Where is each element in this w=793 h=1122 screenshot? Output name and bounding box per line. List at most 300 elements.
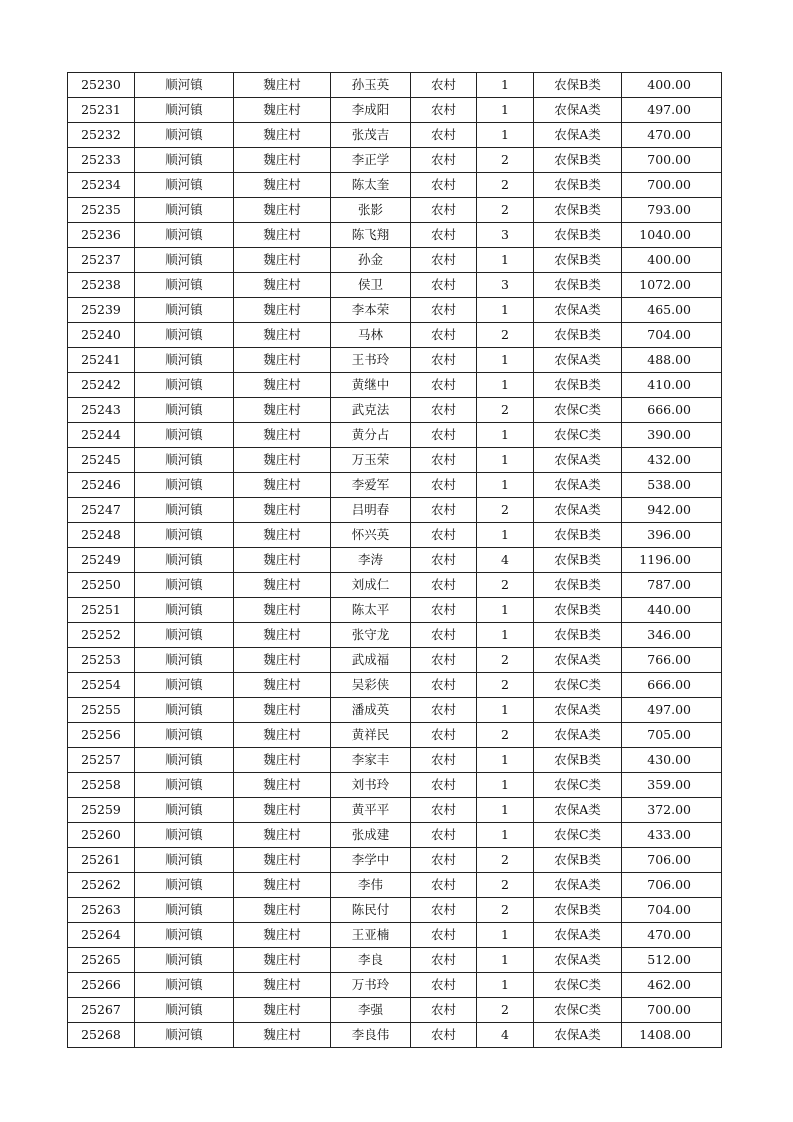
town-cell: 顺河镇 bbox=[135, 298, 234, 323]
household-count-cell: 2 bbox=[477, 148, 534, 173]
category-cell: 农保C类 bbox=[534, 998, 622, 1023]
village-cell: 魏庄村 bbox=[234, 623, 331, 648]
village-cell: 魏庄村 bbox=[234, 923, 331, 948]
household-count-cell: 1 bbox=[477, 748, 534, 773]
area-type-cell: 农村 bbox=[411, 823, 477, 848]
table-row bbox=[68, 498, 722, 523]
village-cell: 魏庄村 bbox=[234, 648, 331, 673]
table-row bbox=[68, 298, 722, 323]
household-count-cell: 1 bbox=[477, 798, 534, 823]
town-cell: 顺河镇 bbox=[135, 173, 234, 198]
table-row bbox=[68, 448, 722, 473]
household-count-cell: 4 bbox=[477, 1023, 534, 1048]
area-type-cell: 农村 bbox=[411, 373, 477, 398]
serial-number-cell: 25253 bbox=[68, 648, 135, 673]
household-count-cell: 2 bbox=[477, 173, 534, 198]
village-cell: 魏庄村 bbox=[234, 723, 331, 748]
amount-cell: 700.00 bbox=[622, 998, 722, 1023]
amount-cell: 787.00 bbox=[622, 573, 722, 598]
table-row bbox=[68, 923, 722, 948]
table-row bbox=[68, 848, 722, 873]
area-type-cell: 农村 bbox=[411, 673, 477, 698]
serial-number-cell: 25259 bbox=[68, 798, 135, 823]
category-cell: 农保B类 bbox=[534, 598, 622, 623]
table-row bbox=[68, 1023, 722, 1048]
town-cell: 顺河镇 bbox=[135, 598, 234, 623]
table-row bbox=[68, 273, 722, 298]
amount-cell: 666.00 bbox=[622, 673, 722, 698]
amount-cell: 497.00 bbox=[622, 698, 722, 723]
village-cell: 魏庄村 bbox=[234, 398, 331, 423]
area-type-cell: 农村 bbox=[411, 498, 477, 523]
household-count-cell: 1 bbox=[477, 948, 534, 973]
serial-number-cell: 25261 bbox=[68, 848, 135, 873]
serial-number-cell: 25247 bbox=[68, 498, 135, 523]
name-cell: 怀兴英 bbox=[331, 523, 411, 548]
village-cell: 魏庄村 bbox=[234, 348, 331, 373]
household-count-cell: 1 bbox=[477, 98, 534, 123]
table-row bbox=[68, 398, 722, 423]
category-cell: 农保A类 bbox=[534, 298, 622, 323]
amount-cell: 538.00 bbox=[622, 473, 722, 498]
town-cell: 顺河镇 bbox=[135, 473, 234, 498]
table-row bbox=[68, 648, 722, 673]
serial-number-cell: 25234 bbox=[68, 173, 135, 198]
category-cell: 农保B类 bbox=[534, 173, 622, 198]
amount-cell: 1072.00 bbox=[622, 273, 722, 298]
area-type-cell: 农村 bbox=[411, 798, 477, 823]
category-cell: 农保B类 bbox=[534, 548, 622, 573]
household-count-cell: 2 bbox=[477, 998, 534, 1023]
name-cell: 李本荣 bbox=[331, 298, 411, 323]
serial-number-cell: 25248 bbox=[68, 523, 135, 548]
serial-number-cell: 25262 bbox=[68, 873, 135, 898]
household-count-cell: 1 bbox=[477, 298, 534, 323]
household-count-cell: 2 bbox=[477, 898, 534, 923]
village-cell: 魏庄村 bbox=[234, 598, 331, 623]
amount-cell: 410.00 bbox=[622, 373, 722, 398]
household-count-cell: 1 bbox=[477, 973, 534, 998]
category-cell: 农保A类 bbox=[534, 923, 622, 948]
serial-number-cell: 25252 bbox=[68, 623, 135, 648]
town-cell: 顺河镇 bbox=[135, 323, 234, 348]
village-cell: 魏庄村 bbox=[234, 498, 331, 523]
name-cell: 李良伟 bbox=[331, 1023, 411, 1048]
serial-number-cell: 25241 bbox=[68, 348, 135, 373]
amount-cell: 430.00 bbox=[622, 748, 722, 773]
amount-cell: 705.00 bbox=[622, 723, 722, 748]
household-count-cell: 1 bbox=[477, 598, 534, 623]
category-cell: 农保A类 bbox=[534, 348, 622, 373]
household-count-cell: 3 bbox=[477, 273, 534, 298]
area-type-cell: 农村 bbox=[411, 473, 477, 498]
amount-cell: 470.00 bbox=[622, 923, 722, 948]
town-cell: 顺河镇 bbox=[135, 148, 234, 173]
table-row bbox=[68, 873, 722, 898]
area-type-cell: 农村 bbox=[411, 648, 477, 673]
household-count-cell: 2 bbox=[477, 573, 534, 598]
amount-cell: 704.00 bbox=[622, 323, 722, 348]
village-cell: 魏庄村 bbox=[234, 323, 331, 348]
table-row bbox=[68, 548, 722, 573]
name-cell: 李家丰 bbox=[331, 748, 411, 773]
serial-number-cell: 25268 bbox=[68, 1023, 135, 1048]
amount-cell: 700.00 bbox=[622, 173, 722, 198]
name-cell: 万玉荣 bbox=[331, 448, 411, 473]
name-cell: 潘成英 bbox=[331, 698, 411, 723]
category-cell: 农保A类 bbox=[534, 498, 622, 523]
area-type-cell: 农村 bbox=[411, 398, 477, 423]
town-cell: 顺河镇 bbox=[135, 548, 234, 573]
table-row bbox=[68, 598, 722, 623]
amount-cell: 440.00 bbox=[622, 598, 722, 623]
table-row bbox=[68, 473, 722, 498]
name-cell: 李涛 bbox=[331, 548, 411, 573]
name-cell: 李良 bbox=[331, 948, 411, 973]
serial-number-cell: 25232 bbox=[68, 123, 135, 148]
area-type-cell: 农村 bbox=[411, 98, 477, 123]
table-row bbox=[68, 323, 722, 348]
amount-cell: 497.00 bbox=[622, 98, 722, 123]
serial-number-cell: 25264 bbox=[68, 923, 135, 948]
household-count-cell: 1 bbox=[477, 923, 534, 948]
table-row bbox=[68, 173, 722, 198]
amount-cell: 512.00 bbox=[622, 948, 722, 973]
serial-number-cell: 25256 bbox=[68, 723, 135, 748]
amount-cell: 1040.00 bbox=[622, 223, 722, 248]
amount-cell: 346.00 bbox=[622, 623, 722, 648]
amount-cell: 396.00 bbox=[622, 523, 722, 548]
area-type-cell: 农村 bbox=[411, 173, 477, 198]
area-type-cell: 农村 bbox=[411, 1023, 477, 1048]
town-cell: 顺河镇 bbox=[135, 198, 234, 223]
category-cell: 农保B类 bbox=[534, 198, 622, 223]
category-cell: 农保C类 bbox=[534, 973, 622, 998]
town-cell: 顺河镇 bbox=[135, 373, 234, 398]
household-count-cell: 1 bbox=[477, 373, 534, 398]
town-cell: 顺河镇 bbox=[135, 573, 234, 598]
amount-cell: 372.00 bbox=[622, 798, 722, 823]
serial-number-cell: 25240 bbox=[68, 323, 135, 348]
village-cell: 魏庄村 bbox=[234, 848, 331, 873]
town-cell: 顺河镇 bbox=[135, 73, 234, 98]
town-cell: 顺河镇 bbox=[135, 673, 234, 698]
area-type-cell: 农村 bbox=[411, 623, 477, 648]
category-cell: 农保A类 bbox=[534, 873, 622, 898]
household-count-cell: 1 bbox=[477, 473, 534, 498]
category-cell: 农保B类 bbox=[534, 898, 622, 923]
area-type-cell: 农村 bbox=[411, 773, 477, 798]
town-cell: 顺河镇 bbox=[135, 698, 234, 723]
town-cell: 顺河镇 bbox=[135, 98, 234, 123]
table-row bbox=[68, 948, 722, 973]
table-row bbox=[68, 773, 722, 798]
serial-number-cell: 25250 bbox=[68, 573, 135, 598]
household-count-cell: 1 bbox=[477, 523, 534, 548]
town-cell: 顺河镇 bbox=[135, 973, 234, 998]
name-cell: 侯卫 bbox=[331, 273, 411, 298]
village-cell: 魏庄村 bbox=[234, 223, 331, 248]
household-count-cell: 1 bbox=[477, 698, 534, 723]
name-cell: 陈飞翔 bbox=[331, 223, 411, 248]
name-cell: 李强 bbox=[331, 998, 411, 1023]
area-type-cell: 农村 bbox=[411, 223, 477, 248]
town-cell: 顺河镇 bbox=[135, 998, 234, 1023]
table-row bbox=[68, 123, 722, 148]
serial-number-cell: 25238 bbox=[68, 273, 135, 298]
category-cell: 农保C类 bbox=[534, 773, 622, 798]
serial-number-cell: 25257 bbox=[68, 748, 135, 773]
household-count-cell: 1 bbox=[477, 448, 534, 473]
category-cell: 农保C类 bbox=[534, 423, 622, 448]
area-type-cell: 农村 bbox=[411, 148, 477, 173]
household-count-cell: 2 bbox=[477, 723, 534, 748]
town-cell: 顺河镇 bbox=[135, 398, 234, 423]
serial-number-cell: 25249 bbox=[68, 548, 135, 573]
village-cell: 魏庄村 bbox=[234, 573, 331, 598]
household-count-cell: 2 bbox=[477, 498, 534, 523]
household-count-cell: 3 bbox=[477, 223, 534, 248]
category-cell: 农保A类 bbox=[534, 723, 622, 748]
name-cell: 黄继中 bbox=[331, 373, 411, 398]
category-cell: 农保B类 bbox=[534, 373, 622, 398]
village-cell: 魏庄村 bbox=[234, 373, 331, 398]
amount-cell: 942.00 bbox=[622, 498, 722, 523]
village-cell: 魏庄村 bbox=[234, 523, 331, 548]
name-cell: 王书玲 bbox=[331, 348, 411, 373]
village-cell: 魏庄村 bbox=[234, 798, 331, 823]
household-count-cell: 1 bbox=[477, 348, 534, 373]
household-count-cell: 2 bbox=[477, 198, 534, 223]
serial-number-cell: 25265 bbox=[68, 948, 135, 973]
household-count-cell: 1 bbox=[477, 773, 534, 798]
area-type-cell: 农村 bbox=[411, 298, 477, 323]
town-cell: 顺河镇 bbox=[135, 448, 234, 473]
name-cell: 李成阳 bbox=[331, 98, 411, 123]
category-cell: 农保A类 bbox=[534, 123, 622, 148]
village-cell: 魏庄村 bbox=[234, 548, 331, 573]
village-cell: 魏庄村 bbox=[234, 748, 331, 773]
town-cell: 顺河镇 bbox=[135, 748, 234, 773]
name-cell: 李伟 bbox=[331, 873, 411, 898]
town-cell: 顺河镇 bbox=[135, 273, 234, 298]
household-count-cell: 1 bbox=[477, 123, 534, 148]
village-cell: 魏庄村 bbox=[234, 673, 331, 698]
town-cell: 顺河镇 bbox=[135, 1023, 234, 1048]
town-cell: 顺河镇 bbox=[135, 223, 234, 248]
name-cell: 陈太奎 bbox=[331, 173, 411, 198]
town-cell: 顺河镇 bbox=[135, 948, 234, 973]
area-type-cell: 农村 bbox=[411, 273, 477, 298]
serial-number-cell: 25235 bbox=[68, 198, 135, 223]
serial-number-cell: 25236 bbox=[68, 223, 135, 248]
table-row bbox=[68, 98, 722, 123]
category-cell: 农保C类 bbox=[534, 398, 622, 423]
amount-cell: 700.00 bbox=[622, 148, 722, 173]
category-cell: 农保A类 bbox=[534, 98, 622, 123]
name-cell: 张守龙 bbox=[331, 623, 411, 648]
amount-cell: 390.00 bbox=[622, 423, 722, 448]
area-type-cell: 农村 bbox=[411, 523, 477, 548]
name-cell: 吴彩侠 bbox=[331, 673, 411, 698]
area-type-cell: 农村 bbox=[411, 898, 477, 923]
village-cell: 魏庄村 bbox=[234, 423, 331, 448]
category-cell: 农保B类 bbox=[534, 848, 622, 873]
village-cell: 魏庄村 bbox=[234, 698, 331, 723]
serial-number-cell: 25266 bbox=[68, 973, 135, 998]
amount-cell: 359.00 bbox=[622, 773, 722, 798]
village-cell: 魏庄村 bbox=[234, 998, 331, 1023]
household-count-cell: 1 bbox=[477, 623, 534, 648]
category-cell: 农保B类 bbox=[534, 573, 622, 598]
category-cell: 农保A类 bbox=[534, 1023, 622, 1048]
household-count-cell: 2 bbox=[477, 648, 534, 673]
town-cell: 顺河镇 bbox=[135, 923, 234, 948]
category-cell: 农保B类 bbox=[534, 748, 622, 773]
town-cell: 顺河镇 bbox=[135, 823, 234, 848]
name-cell: 张影 bbox=[331, 198, 411, 223]
table-row bbox=[68, 223, 722, 248]
table-row bbox=[68, 748, 722, 773]
amount-cell: 1408.00 bbox=[622, 1023, 722, 1048]
area-type-cell: 农村 bbox=[411, 123, 477, 148]
name-cell: 李正学 bbox=[331, 148, 411, 173]
amount-cell: 706.00 bbox=[622, 848, 722, 873]
serial-number-cell: 25239 bbox=[68, 298, 135, 323]
village-cell: 魏庄村 bbox=[234, 948, 331, 973]
village-cell: 魏庄村 bbox=[234, 973, 331, 998]
category-cell: 农保B类 bbox=[534, 523, 622, 548]
name-cell: 武克法 bbox=[331, 398, 411, 423]
village-cell: 魏庄村 bbox=[234, 173, 331, 198]
table-row bbox=[68, 973, 722, 998]
town-cell: 顺河镇 bbox=[135, 623, 234, 648]
amount-cell: 432.00 bbox=[622, 448, 722, 473]
serial-number-cell: 25242 bbox=[68, 373, 135, 398]
category-cell: 农保B类 bbox=[534, 248, 622, 273]
table-row bbox=[68, 623, 722, 648]
serial-number-cell: 25233 bbox=[68, 148, 135, 173]
amount-cell: 400.00 bbox=[622, 73, 722, 98]
town-cell: 顺河镇 bbox=[135, 898, 234, 923]
household-count-cell: 1 bbox=[477, 423, 534, 448]
area-type-cell: 农村 bbox=[411, 198, 477, 223]
category-cell: 农保A类 bbox=[534, 648, 622, 673]
name-cell: 王亚楠 bbox=[331, 923, 411, 948]
amount-cell: 400.00 bbox=[622, 248, 722, 273]
serial-number-cell: 25244 bbox=[68, 423, 135, 448]
category-cell: 农保C类 bbox=[534, 673, 622, 698]
village-cell: 魏庄村 bbox=[234, 123, 331, 148]
name-cell: 马林 bbox=[331, 323, 411, 348]
area-type-cell: 农村 bbox=[411, 698, 477, 723]
amount-cell: 766.00 bbox=[622, 648, 722, 673]
village-cell: 魏庄村 bbox=[234, 823, 331, 848]
serial-number-cell: 25255 bbox=[68, 698, 135, 723]
category-cell: 农保B类 bbox=[534, 323, 622, 348]
serial-number-cell: 25243 bbox=[68, 398, 135, 423]
household-count-cell: 1 bbox=[477, 248, 534, 273]
category-cell: 农保B类 bbox=[534, 148, 622, 173]
name-cell: 黄祥民 bbox=[331, 723, 411, 748]
amount-cell: 666.00 bbox=[622, 398, 722, 423]
town-cell: 顺河镇 bbox=[135, 498, 234, 523]
table-row bbox=[68, 823, 722, 848]
category-cell: 农保B类 bbox=[534, 223, 622, 248]
village-cell: 魏庄村 bbox=[234, 298, 331, 323]
document-page bbox=[67, 72, 722, 1048]
table-row bbox=[68, 423, 722, 448]
table-row bbox=[68, 373, 722, 398]
town-cell: 顺河镇 bbox=[135, 423, 234, 448]
name-cell: 万书玲 bbox=[331, 973, 411, 998]
town-cell: 顺河镇 bbox=[135, 798, 234, 823]
household-count-cell: 4 bbox=[477, 548, 534, 573]
data-table bbox=[67, 72, 722, 1048]
name-cell: 武成福 bbox=[331, 648, 411, 673]
table-row bbox=[68, 723, 722, 748]
category-cell: 农保A类 bbox=[534, 948, 622, 973]
category-cell: 农保A类 bbox=[534, 798, 622, 823]
area-type-cell: 农村 bbox=[411, 998, 477, 1023]
area-type-cell: 农村 bbox=[411, 848, 477, 873]
amount-cell: 433.00 bbox=[622, 823, 722, 848]
category-cell: 农保A类 bbox=[534, 698, 622, 723]
table-row bbox=[68, 198, 722, 223]
table-row bbox=[68, 573, 722, 598]
name-cell: 黄分占 bbox=[331, 423, 411, 448]
area-type-cell: 农村 bbox=[411, 448, 477, 473]
village-cell: 魏庄村 bbox=[234, 98, 331, 123]
household-count-cell: 2 bbox=[477, 323, 534, 348]
serial-number-cell: 25231 bbox=[68, 98, 135, 123]
table-row bbox=[68, 998, 722, 1023]
category-cell: 农保C类 bbox=[534, 823, 622, 848]
area-type-cell: 农村 bbox=[411, 248, 477, 273]
town-cell: 顺河镇 bbox=[135, 123, 234, 148]
serial-number-cell: 25258 bbox=[68, 773, 135, 798]
area-type-cell: 农村 bbox=[411, 323, 477, 348]
table-row bbox=[68, 248, 722, 273]
table-row bbox=[68, 73, 722, 98]
serial-number-cell: 25237 bbox=[68, 248, 135, 273]
village-cell: 魏庄村 bbox=[234, 773, 331, 798]
town-cell: 顺河镇 bbox=[135, 348, 234, 373]
table-row bbox=[68, 798, 722, 823]
name-cell: 孙金 bbox=[331, 248, 411, 273]
category-cell: 农保B类 bbox=[534, 273, 622, 298]
area-type-cell: 农村 bbox=[411, 948, 477, 973]
area-type-cell: 农村 bbox=[411, 748, 477, 773]
village-cell: 魏庄村 bbox=[234, 273, 331, 298]
household-count-cell: 1 bbox=[477, 73, 534, 98]
area-type-cell: 农村 bbox=[411, 423, 477, 448]
village-cell: 魏庄村 bbox=[234, 148, 331, 173]
name-cell: 张茂吉 bbox=[331, 123, 411, 148]
table-row bbox=[68, 673, 722, 698]
area-type-cell: 农村 bbox=[411, 348, 477, 373]
town-cell: 顺河镇 bbox=[135, 648, 234, 673]
household-count-cell: 2 bbox=[477, 873, 534, 898]
town-cell: 顺河镇 bbox=[135, 723, 234, 748]
category-cell: 农保A类 bbox=[534, 473, 622, 498]
amount-cell: 706.00 bbox=[622, 873, 722, 898]
serial-number-cell: 25267 bbox=[68, 998, 135, 1023]
village-cell: 魏庄村 bbox=[234, 898, 331, 923]
village-cell: 魏庄村 bbox=[234, 1023, 331, 1048]
name-cell: 孙玉英 bbox=[331, 73, 411, 98]
amount-cell: 704.00 bbox=[622, 898, 722, 923]
